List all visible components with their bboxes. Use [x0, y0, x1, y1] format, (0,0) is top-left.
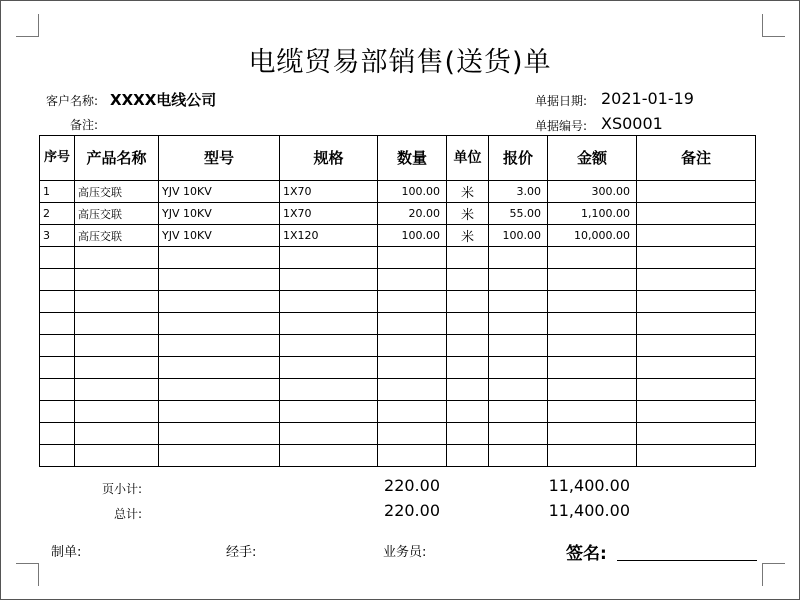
empty-cell	[378, 423, 447, 445]
empty-table-row	[40, 379, 756, 401]
page-subtotal-amount: 11,400.00	[548, 476, 630, 495]
empty-cell	[159, 401, 280, 423]
col-header-model: 型号	[159, 136, 280, 181]
empty-table-row	[40, 313, 756, 335]
empty-cell	[637, 313, 756, 335]
cell-quantity: 100.00	[378, 181, 447, 203]
cell-amount: 300.00	[548, 181, 637, 203]
cell-amount: 10,000.00	[548, 225, 637, 247]
cell-model: YJV 10KV	[159, 181, 280, 203]
col-header-price: 报价	[489, 136, 548, 181]
table-body	[40, 181, 756, 467]
col-header-amount: 金额	[548, 136, 637, 181]
empty-cell	[159, 335, 280, 357]
empty-cell	[280, 291, 378, 313]
empty-cell	[40, 335, 75, 357]
empty-cell	[40, 445, 75, 467]
empty-cell	[378, 247, 447, 269]
empty-cell	[280, 313, 378, 335]
empty-cell	[378, 401, 447, 423]
empty-cell	[637, 247, 756, 269]
empty-cell	[280, 269, 378, 291]
empty-cell	[280, 335, 378, 357]
empty-cell	[40, 357, 75, 379]
signature-label: 签名:	[566, 544, 607, 564]
empty-table-row	[40, 291, 756, 313]
cell-spec: 1X70	[280, 203, 378, 225]
empty-cell	[637, 401, 756, 423]
col-header-product: 产品名称	[75, 136, 159, 181]
empty-cell	[75, 313, 159, 335]
cell-price: 100.00	[489, 225, 548, 247]
empty-table-row	[40, 335, 756, 357]
empty-cell	[378, 335, 447, 357]
empty-cell	[159, 379, 280, 401]
cell-product: 高压交联	[75, 225, 159, 247]
total-label: 总计:	[114, 507, 143, 521]
empty-cell	[637, 445, 756, 467]
remark-label: 备注:	[70, 118, 99, 132]
empty-cell	[548, 423, 637, 445]
empty-cell	[159, 313, 280, 335]
maker-label: 制单:	[51, 545, 82, 560]
empty-cell	[75, 445, 159, 467]
empty-cell	[75, 357, 159, 379]
empty-cell	[378, 269, 447, 291]
total-qty: 220.00	[384, 501, 440, 520]
crop-mark-top-right	[762, 14, 785, 37]
empty-cell	[637, 357, 756, 379]
empty-cell	[280, 357, 378, 379]
empty-cell	[447, 357, 489, 379]
empty-cell	[637, 379, 756, 401]
empty-cell	[447, 269, 489, 291]
cell-index: 3	[40, 225, 75, 247]
col-header-quantity: 数量	[378, 136, 447, 181]
cell-product: 高压交联	[75, 181, 159, 203]
handler-label: 经手:	[226, 545, 257, 560]
empty-cell	[280, 445, 378, 467]
empty-cell	[489, 269, 548, 291]
empty-table-row	[40, 445, 756, 467]
items-table	[39, 135, 756, 467]
empty-cell	[489, 313, 548, 335]
empty-cell	[75, 247, 159, 269]
empty-cell	[548, 269, 637, 291]
empty-cell	[40, 401, 75, 423]
cell-price: 3.00	[489, 181, 548, 203]
empty-cell	[75, 269, 159, 291]
empty-table-row	[40, 269, 756, 291]
empty-cell	[447, 335, 489, 357]
empty-cell	[159, 247, 280, 269]
empty-cell	[548, 291, 637, 313]
cell-remark	[637, 225, 756, 247]
cell-price: 55.00	[489, 203, 548, 225]
empty-cell	[40, 269, 75, 291]
empty-cell	[548, 379, 637, 401]
empty-cell	[447, 423, 489, 445]
empty-cell	[447, 445, 489, 467]
empty-cell	[75, 423, 159, 445]
empty-cell	[489, 401, 548, 423]
cell-remark	[637, 203, 756, 225]
empty-cell	[548, 335, 637, 357]
empty-cell	[378, 445, 447, 467]
empty-cell	[447, 401, 489, 423]
empty-cell	[40, 313, 75, 335]
signature-line	[617, 560, 757, 561]
document-title: 电缆贸易部销售(送货)单	[248, 47, 552, 78]
col-header-unit: 单位	[447, 136, 489, 181]
customer-value: XXXX电线公司	[110, 91, 217, 109]
empty-cell	[159, 423, 280, 445]
page-subtotal-qty: 220.00	[384, 476, 440, 495]
empty-cell	[447, 379, 489, 401]
cell-quantity: 20.00	[378, 203, 447, 225]
empty-cell	[159, 291, 280, 313]
number-value: XS0001	[601, 114, 663, 133]
empty-cell	[447, 247, 489, 269]
empty-cell	[489, 445, 548, 467]
cell-remark	[637, 181, 756, 203]
empty-cell	[75, 379, 159, 401]
cell-unit: 米	[447, 203, 489, 225]
table-header-row	[40, 136, 756, 181]
cell-unit: 米	[447, 181, 489, 203]
table-row	[40, 181, 756, 203]
cell-product: 高压交联	[75, 203, 159, 225]
empty-cell	[159, 269, 280, 291]
crop-mark-bottom-right	[762, 563, 785, 586]
empty-table-row	[40, 401, 756, 423]
page-subtotal-label: 页小计:	[102, 482, 143, 496]
empty-cell	[447, 291, 489, 313]
empty-table-row	[40, 247, 756, 269]
cell-quantity: 100.00	[378, 225, 447, 247]
empty-cell	[489, 247, 548, 269]
cell-amount: 1,100.00	[548, 203, 637, 225]
empty-cell	[280, 247, 378, 269]
empty-cell	[280, 401, 378, 423]
empty-table-row	[40, 423, 756, 445]
col-header-index: 序号	[40, 136, 75, 181]
empty-cell	[637, 335, 756, 357]
date-label: 单据日期:	[535, 94, 588, 108]
empty-cell	[548, 445, 637, 467]
cell-index: 1	[40, 181, 75, 203]
empty-cell	[637, 423, 756, 445]
empty-cell	[548, 357, 637, 379]
crop-mark-top-left	[16, 14, 39, 37]
empty-cell	[159, 357, 280, 379]
table-row	[40, 225, 756, 247]
cell-unit: 米	[447, 225, 489, 247]
empty-cell	[548, 247, 637, 269]
cell-spec: 1X70	[280, 181, 378, 203]
cell-model: YJV 10KV	[159, 225, 280, 247]
empty-cell	[280, 423, 378, 445]
empty-cell	[378, 291, 447, 313]
empty-cell	[75, 335, 159, 357]
number-label: 单据编号:	[535, 119, 588, 133]
total-amount: 11,400.00	[548, 501, 630, 520]
empty-cell	[378, 357, 447, 379]
empty-cell	[548, 313, 637, 335]
empty-cell	[489, 357, 548, 379]
empty-cell	[75, 401, 159, 423]
salesperson-label: 业务员:	[383, 545, 427, 560]
empty-cell	[489, 423, 548, 445]
empty-cell	[378, 379, 447, 401]
empty-cell	[40, 291, 75, 313]
empty-cell	[637, 291, 756, 313]
col-header-remark: 备注	[637, 136, 756, 181]
date-value: 2021-01-19	[601, 89, 694, 108]
table-row	[40, 203, 756, 225]
cell-index: 2	[40, 203, 75, 225]
empty-cell	[40, 247, 75, 269]
empty-cell	[280, 379, 378, 401]
cell-model: YJV 10KV	[159, 203, 280, 225]
crop-mark-bottom-left	[16, 563, 39, 586]
empty-cell	[40, 423, 75, 445]
empty-cell	[548, 401, 637, 423]
customer-label: 客户名称:	[46, 94, 99, 108]
empty-cell	[637, 269, 756, 291]
empty-cell	[159, 445, 280, 467]
empty-cell	[489, 335, 548, 357]
empty-table-row	[40, 357, 756, 379]
col-header-spec: 规格	[280, 136, 378, 181]
cell-spec: 1X120	[280, 225, 378, 247]
empty-cell	[40, 379, 75, 401]
empty-cell	[447, 313, 489, 335]
empty-cell	[489, 379, 548, 401]
empty-cell	[489, 291, 548, 313]
empty-cell	[378, 313, 447, 335]
empty-cell	[75, 291, 159, 313]
